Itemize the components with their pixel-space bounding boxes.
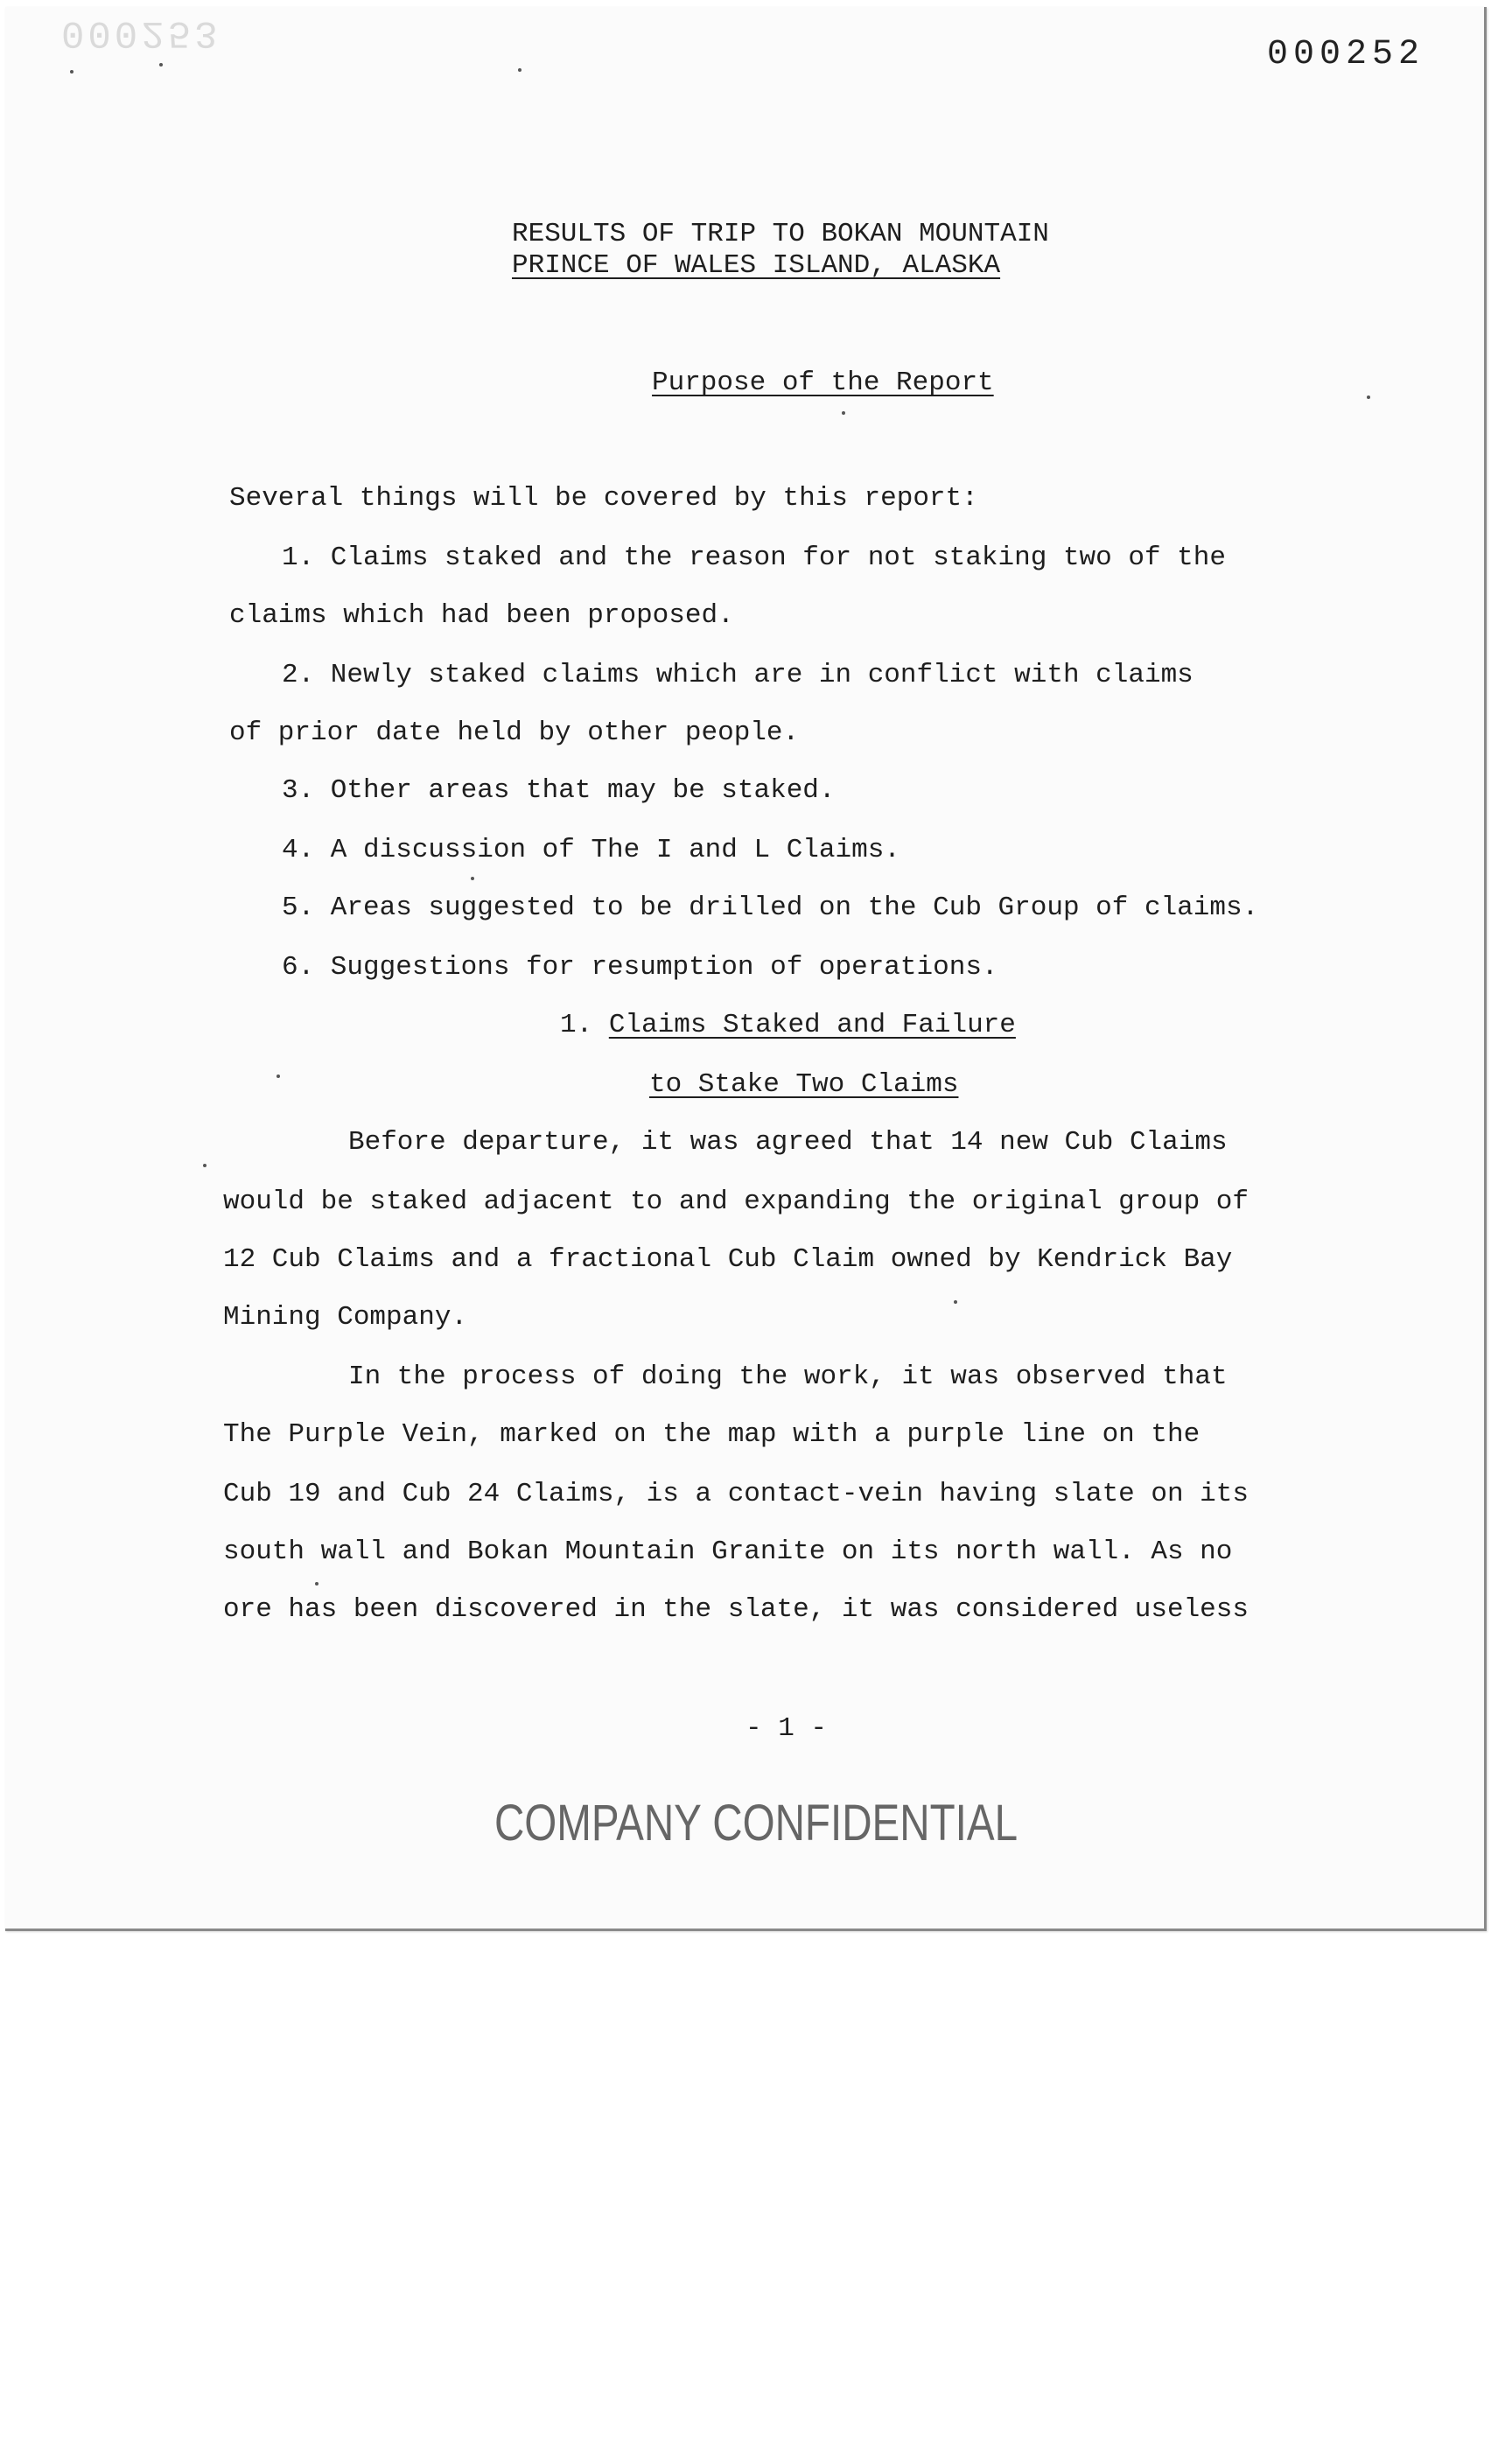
scan-speck bbox=[70, 70, 74, 74]
paragraph-2-line-4: south wall and Bokan Mountain Granite on its north wall. As no bbox=[223, 1536, 1233, 1567]
scan-speck bbox=[159, 63, 163, 66]
scan-speck bbox=[842, 411, 845, 415]
scan-speck bbox=[315, 1582, 318, 1586]
list-item-2-line-1: 2. Newly staked claims which are in conflict with claims bbox=[282, 660, 1194, 690]
section-1-title: Claims Staked and Failure bbox=[608, 1010, 1016, 1040]
title-line-2: PRINCE OF WALES ISLAND, ALASKA bbox=[512, 250, 1001, 281]
purpose-heading: Purpose of the Report bbox=[652, 368, 994, 398]
confidential-stamp: COMPANY CONFIDENTIAL bbox=[494, 1795, 1018, 1852]
list-item-6: 6. Suggestions for resumption of operations. bbox=[282, 952, 998, 983]
scan-speck bbox=[471, 877, 474, 880]
paragraph-1-line-1: Before departure, it was agreed that 14 new Cub Claims bbox=[348, 1127, 1228, 1158]
bleed-through-number: 000253 bbox=[61, 10, 221, 54]
scan-speck bbox=[518, 68, 522, 72]
list-item-2-line-2: of prior date held by other people. bbox=[229, 718, 800, 748]
paragraph-2-line-3: Cub 19 and Cub 24 Claims, is a contact-vein having slate on its bbox=[223, 1479, 1249, 1509]
paragraph-2-line-2: The Purple Vein, marked on the map with a purple line on the bbox=[223, 1419, 1200, 1450]
intro-line: Several things will be covered by this report: bbox=[229, 483, 978, 514]
section-1-heading-line-2: to Stake Two Claims bbox=[649, 1069, 959, 1100]
scan-speck bbox=[276, 1074, 280, 1078]
scan-speck bbox=[954, 1300, 957, 1304]
list-item-1-line-2: claims which had been proposed. bbox=[229, 600, 734, 631]
list-item-1-line-1: 1. Claims staked and the reason for not staking two of the bbox=[282, 542, 1226, 573]
page-number: - 1 - bbox=[746, 1713, 828, 1744]
section-1-heading-line-1 bbox=[560, 1008, 1016, 1043]
paragraph-2-line-1: In the process of doing the work, it was observed that bbox=[348, 1362, 1228, 1392]
paragraph-1-line-4: Mining Company. bbox=[223, 1302, 468, 1333]
list-item-5: 5. Areas suggested to be drilled on the Cub Group of claims. bbox=[282, 892, 1259, 923]
paragraph-2-line-5: ore has been discovered in the slate, it was considered useless bbox=[223, 1594, 1249, 1625]
list-item-4: 4. A discussion of The I and L Claims. bbox=[282, 835, 900, 865]
list-item-3: 3. Other areas that may be staked. bbox=[282, 775, 836, 806]
scan-speck bbox=[203, 1164, 206, 1167]
paragraph-1-line-2: would be staked adjacent to and expanding the original group of bbox=[223, 1186, 1249, 1217]
document-number: 000252 bbox=[1267, 35, 1425, 74]
scan-speck bbox=[1367, 396, 1370, 399]
paragraph-1-line-3: 12 Cub Claims and a fractional Cub Claim owned by Kendrick Bay bbox=[223, 1244, 1233, 1275]
title-line-1: RESULTS OF TRIP TO BOKAN MOUNTAIN bbox=[512, 219, 1049, 249]
section-1-number: 1. bbox=[560, 1010, 609, 1040]
